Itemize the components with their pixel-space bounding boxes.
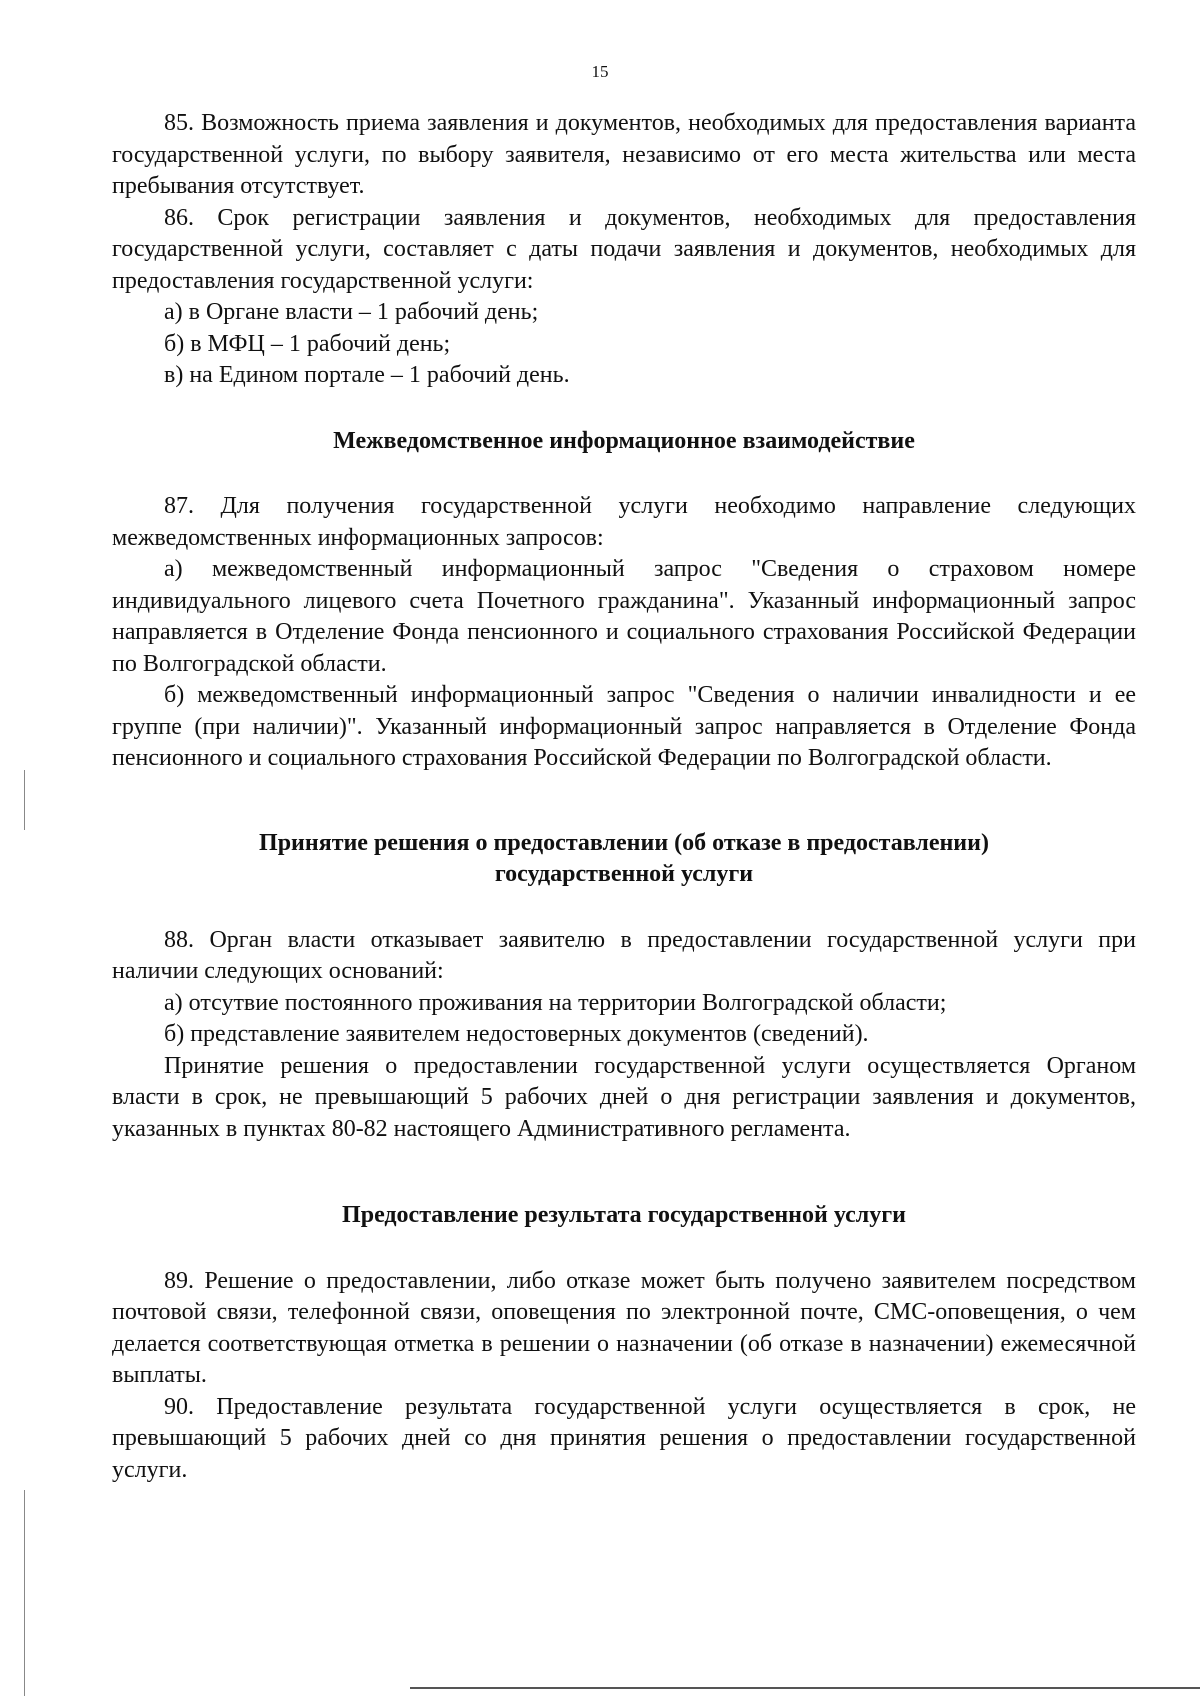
- scan-edge-mark: [24, 770, 25, 830]
- list-item-86b: б) в МФЦ – 1 рабочий день;: [164, 330, 451, 357]
- list-item-88a: а) отсутвие постоянного проживания на территории Волгоградской области;: [164, 989, 947, 1016]
- page-number: 15: [591, 62, 609, 81]
- list-item-87a: а) межведомственный информационный запрос "Сведения о страховом номере индивидуального лицевого счета Почетного гражданина". Указанный информационный запрос направляется в Отделение Фонда пенсионного и социального страхования Российской Федерации по Волгоградской области.: [112, 556, 1136, 677]
- paragraph-85: 85. Возможность приема заявления и документов, необходимых для предоставления варианта государственной услуги, по выбору заявителя, независимо от его места жительства или места пребывания отсутствует.: [112, 110, 1136, 199]
- paragraph-86: 86. Срок регистрации заявления и документов, необходимых для предоставления государственной услуги, составляет с даты подачи заявления и документов, необходимых для предоставления государственной услуги:: [112, 204, 1136, 294]
- section-heading-decision: [112, 828, 1136, 891]
- list-item-86a: а) в Органе власти – 1 рабочий день;: [164, 299, 539, 325]
- scan-bottom-line: [410, 1687, 1200, 1689]
- scan-edge-mark: [24, 1490, 25, 1696]
- list-item-87b: б) межведомственный информационный запрос "Сведения о наличии инвалидности и ее группе (при наличии)". Указанный информационный запрос направляется в Отделение Фонда пенсионного и социального страхования Российской Федерации по Волгоградской области.: [112, 682, 1136, 771]
- section-heading-decision-line1: Принятие решения о предоставлении (об отказе в предоставлении): [259, 829, 989, 856]
- list-item-88b: б) представление заявителем недостоверных документов (сведений).: [164, 1021, 869, 1047]
- section-heading-interagency: Межведомственное информационное взаимодействие: [333, 427, 915, 454]
- paragraph-90: 90. Предоставление результата государственной услуги осуществляется в срок, не превышающий 5 рабочих дней со дня принятия решения о предоставлении государственной услуги.: [112, 1393, 1136, 1483]
- paragraph-87: 87. Для получения государственной услуги необходимо направление следующих межведомственных информационных запросов:: [112, 493, 1136, 551]
- paragraph-88: 88. Орган власти отказывает заявителю в предоставлении государственной услуги при наличии следующих оснований:: [112, 926, 1136, 984]
- list-item-86c: в) на Едином портале – 1 рабочий день.: [164, 362, 570, 388]
- paragraph-88-decision-term: Принятие решения о предоставлении государственной услуги осуществляется Органом власти в срок, не превышающий 5 рабочих дней о дня регистрации заявления и документов, указанных в пунктах 80-82 настоящего Административного регламента.: [112, 1052, 1136, 1142]
- section-heading-decision-line2: государственной услуги: [494, 861, 754, 887]
- document-body: [112, 108, 1136, 1486]
- section-heading-result: Предоставление результата государственной услуги: [342, 1202, 906, 1228]
- paragraph-89: 89. Решение о предоставлении, либо отказе может быть получено заявителем посредством почтовой связи, телефонной связи, оповещения по электронной почте, СМС-оповещения, о чем делается соответствующая отметка в решении о назначении (об отказе в назначении) ежемесячной выплаты.: [112, 1267, 1136, 1388]
